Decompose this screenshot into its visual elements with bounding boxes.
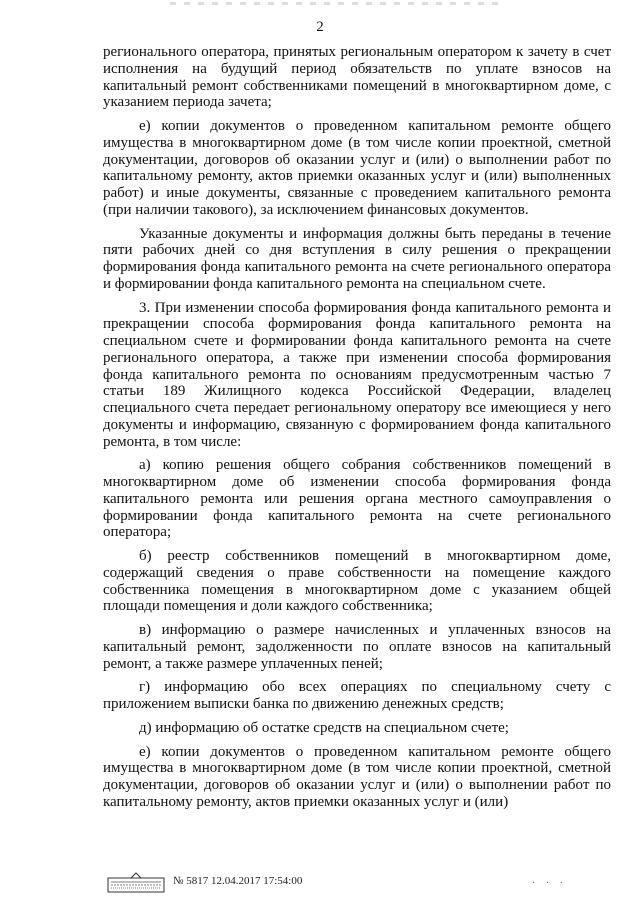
paragraph: в) информацию о размере начисленных и уплаченных взносов на капитальный ремонт, задолженности по оплате взносов на капитальный ремонт, а также размере уплаченных пеней; [103,622,611,672]
footer [107,872,567,892]
paragraph: 3. При изменении способа формирования фонда капитального ремонта и прекращении способа формирования фонда капитального ремонта на специальном счете и формировании фонда капитального ремонта на счете регионального оператора, а также при изменении способа формирования фонда капитального ремонта по основаниям предусмотренным частью 7 статьи 189 Жилищного кодекса Российской Федерации, владелец специального счета передает региональному оператору все имеющиеся у него документы и информацию, связанную с формированием фонда капитального ремонта, в том числе: [103,299,611,450]
page-number: 2 [316,19,324,35]
paragraph: а) копию решения общего собрания собственников помещений в многоквартирном доме об изменении способа формирования фонда капитального ремонта или решения органа местного самоуправления о формировании фонда капитального ремонта на счете регионального оператора; [103,457,611,541]
paragraph: регионального оператора, принятых региональным оператором к зачету в счет исполнения на будущий период обязательств по уплате взносов на капитальный ремонт собственниками помещений в многоквартирном доме, с указанием периода зачета; [103,44,611,111]
registry-stamp-icon [107,872,165,894]
footer-marks: · · · [532,878,567,889]
paragraph-last: е) копии документов о проведенном капитальном ремонте общего имущества в многоквартирном доме (в том числе копии проектной, сметной документации, договоров об оказании услуг и (или) о выполнении работ по капитальному ремонту, актов приемки оказанных услуг и (или) [103,743,611,810]
paragraph: г) информацию обо всех операциях по специальному счету с приложением выписки банка по движению денежных средств; [103,679,611,712]
paragraph: б) реестр собственников помещений в многоквартирном доме, содержащий сведения о праве собственности на помещение каждого собственника помещения в многоквартирном доме с указанием общей площади помещения и доли каждого собственника; [103,548,611,615]
scan-artifact [170,2,500,5]
paragraph: е) копии документов о проведенном капитальном ремонте общего имущества в многоквартирном доме (в том числе копии проектной, сметной документации, договоров об оказании услуг и (или) о выполнении работ по капитальному ремонту, актов приемки оказанных услуг и (или) выполненных работ) и иные документы, связанные с проведением капитального ремонта (при наличии такового), за исключением финансовых документов. [103,118,611,218]
paragraph: д) информацию об остатке средств на специальном счете; [139,719,509,736]
registration-stamp: № 5817 12.04.2017 17:54:00 [173,875,303,887]
document-body [103,44,611,811]
paragraph: Указанные документы и информация должны быть переданы в течение пяти рабочих дней со дня вступления в силу решения о прекращении формирования фонда капитального ремонта на счете регионального оператора и формировании фонда капитального ремонта на специальном счете. [103,225,611,292]
